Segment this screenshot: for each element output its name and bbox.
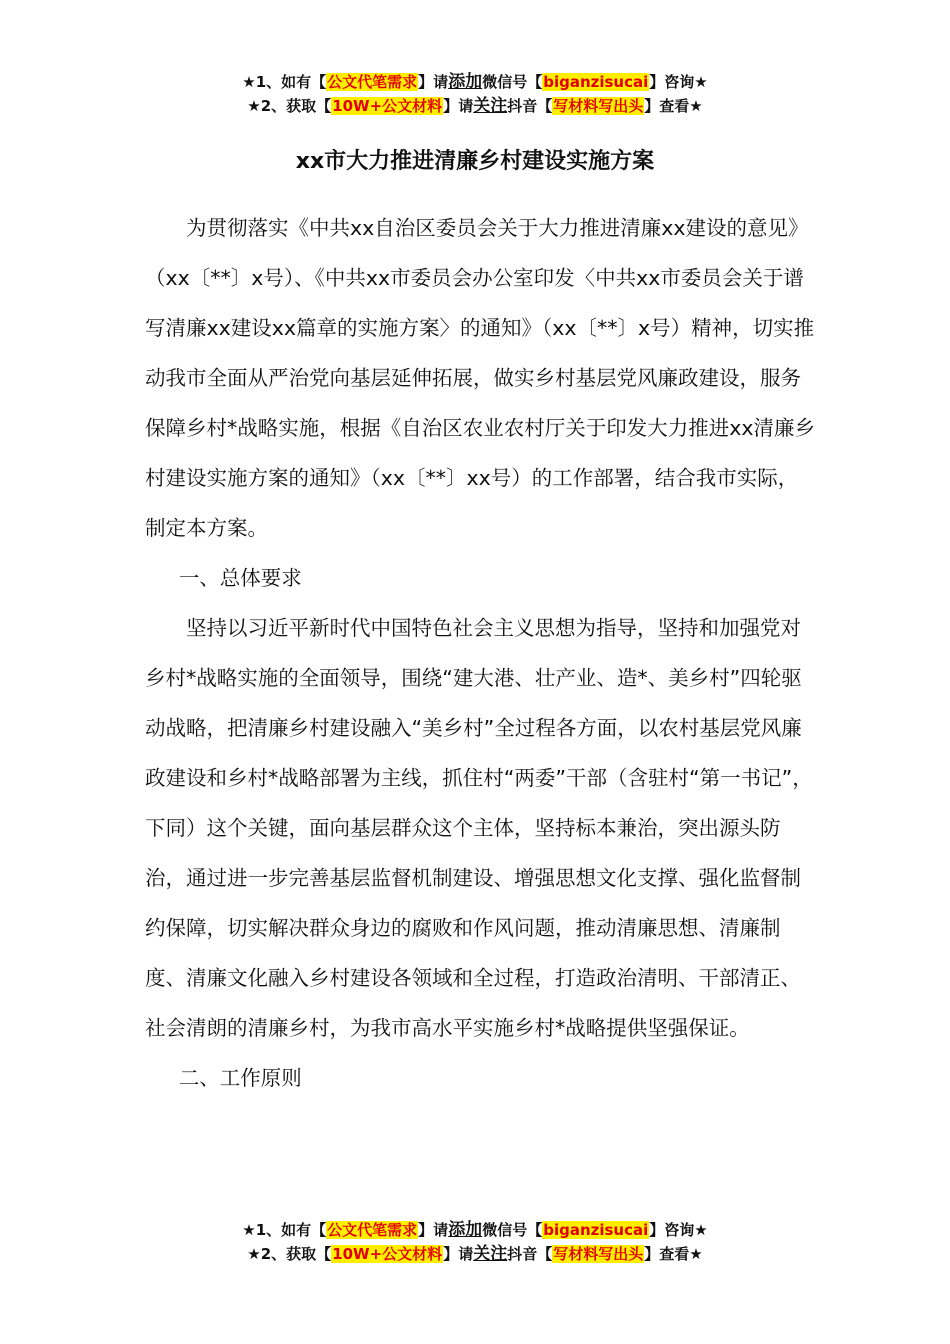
ad-line-2-mid2: 抖音【 — [507, 97, 553, 115]
ad-line-1-highlight-service: 公文代笔需求 — [327, 1221, 418, 1239]
ad-banner-top — [0, 70, 950, 118]
general-requirements-paragraph: 坚持以习近平新时代中国特色社会主义思想为指导，坚持和加强党对乡村*战略实施的全面领导，围绕“建大港、壮产业、造*、美乡村”四轮驱动战略，把清廉乡村建设融入“美乡村”全过程各方面，以农村基层党风廉政建设和乡村*战略部署为主线，抓住村“两委”干部（含驻村“第一书记”，下同）这个关键，面向基层群众这个主体，坚持标本兼治，突出源头防治，通过进一步完善基层监督机制建设、增强思想文化支撑、强化监督制约保障，切实解决群众身边的腐败和作风问题，推动清廉思想、清廉制度、清廉文化融入乡村建设各领域和全过程，打造政治清明、干部清正、社会清朗的清廉乡村，为我市高水平实施乡村*战略提供坚强保证。 — [145, 616, 813, 1040]
ad-line-1-mid2: 微信号【 — [482, 1221, 543, 1239]
ad-line-1-highlight-service: 公文代笔需求 — [327, 73, 418, 91]
ad-banner-bottom — [0, 1218, 950, 1266]
ad-line-2-emphasis: 关注 — [473, 1244, 508, 1264]
document-title: xx市大力推进清廉乡村建设实施方案 — [295, 149, 655, 174]
ad-line-2-highlight-materials: 10W+公文材料 — [332, 97, 443, 115]
ad-line-2-emphasis: 关注 — [473, 96, 508, 116]
ad-line-2 — [0, 1242, 950, 1266]
ad-line-1-prefix: ★1、如有【 — [242, 73, 327, 91]
ad-line-1 — [0, 1218, 950, 1242]
ad-line-2-suffix: 】查看★ — [644, 97, 703, 115]
section-heading-general-requirements: 一、总体要求 — [178, 566, 302, 590]
ad-line-1 — [0, 70, 950, 94]
intro-paragraph: 为贯彻落实《中共xx自治区委员会关于大力推进清廉xx建设的意见》（xx〔**〕x号）、《中共xx市委员会办公室印发〈中共xx市委员会关于谱写清廉xx建设xx篇章的实施方案〉的通知》（xx〔**〕x号）精神，切实推动我市全面从严治党向基层延伸拓展，做实乡村基层党风廉政建设，服务保障乡村*战略实施，根据《自治区农业农村厅关于印发大力推进xx清廉乡村建设实施方案的通知》（xx〔**〕xx号）的工作部署，结合我市实际，制定本方案。 — [145, 216, 816, 540]
ad-line-1-emphasis: 添加 — [448, 1220, 483, 1240]
ad-line-1-mid: 】请 — [418, 1221, 449, 1239]
ad-line-1-mid2: 微信号【 — [482, 73, 543, 91]
section-heading-work-principles: 二、工作原则 — [178, 1066, 302, 1090]
ad-line-1-highlight-wechat: biganzisucai — [543, 1221, 649, 1239]
ad-line-2-mid: 】请 — [443, 1245, 474, 1263]
ad-line-1-emphasis: 添加 — [448, 72, 483, 92]
ad-line-2-mid: 】请 — [443, 97, 474, 115]
ad-line-2-mid2: 抖音【 — [507, 1245, 553, 1263]
ad-line-2-highlight-materials: 10W+公文材料 — [332, 1245, 443, 1263]
ad-line-2-highlight-douyin: 写材料写出头 — [553, 1245, 644, 1263]
ad-line-2 — [0, 94, 950, 118]
ad-line-1-suffix: 】咨询★ — [649, 1221, 708, 1239]
ad-line-1-mid: 】请 — [418, 73, 449, 91]
ad-line-2-prefix: ★2、获取【 — [247, 97, 332, 115]
ad-line-1-highlight-wechat: biganzisucai — [543, 73, 649, 91]
ad-line-2-suffix: 】查看★ — [644, 1245, 703, 1263]
ad-line-2-prefix: ★2、获取【 — [247, 1245, 332, 1263]
ad-line-2-highlight-douyin: 写材料写出头 — [553, 97, 644, 115]
ad-line-1-prefix: ★1、如有【 — [242, 1221, 327, 1239]
ad-line-1-suffix: 】咨询★ — [649, 73, 708, 91]
document-body — [145, 203, 815, 1103]
